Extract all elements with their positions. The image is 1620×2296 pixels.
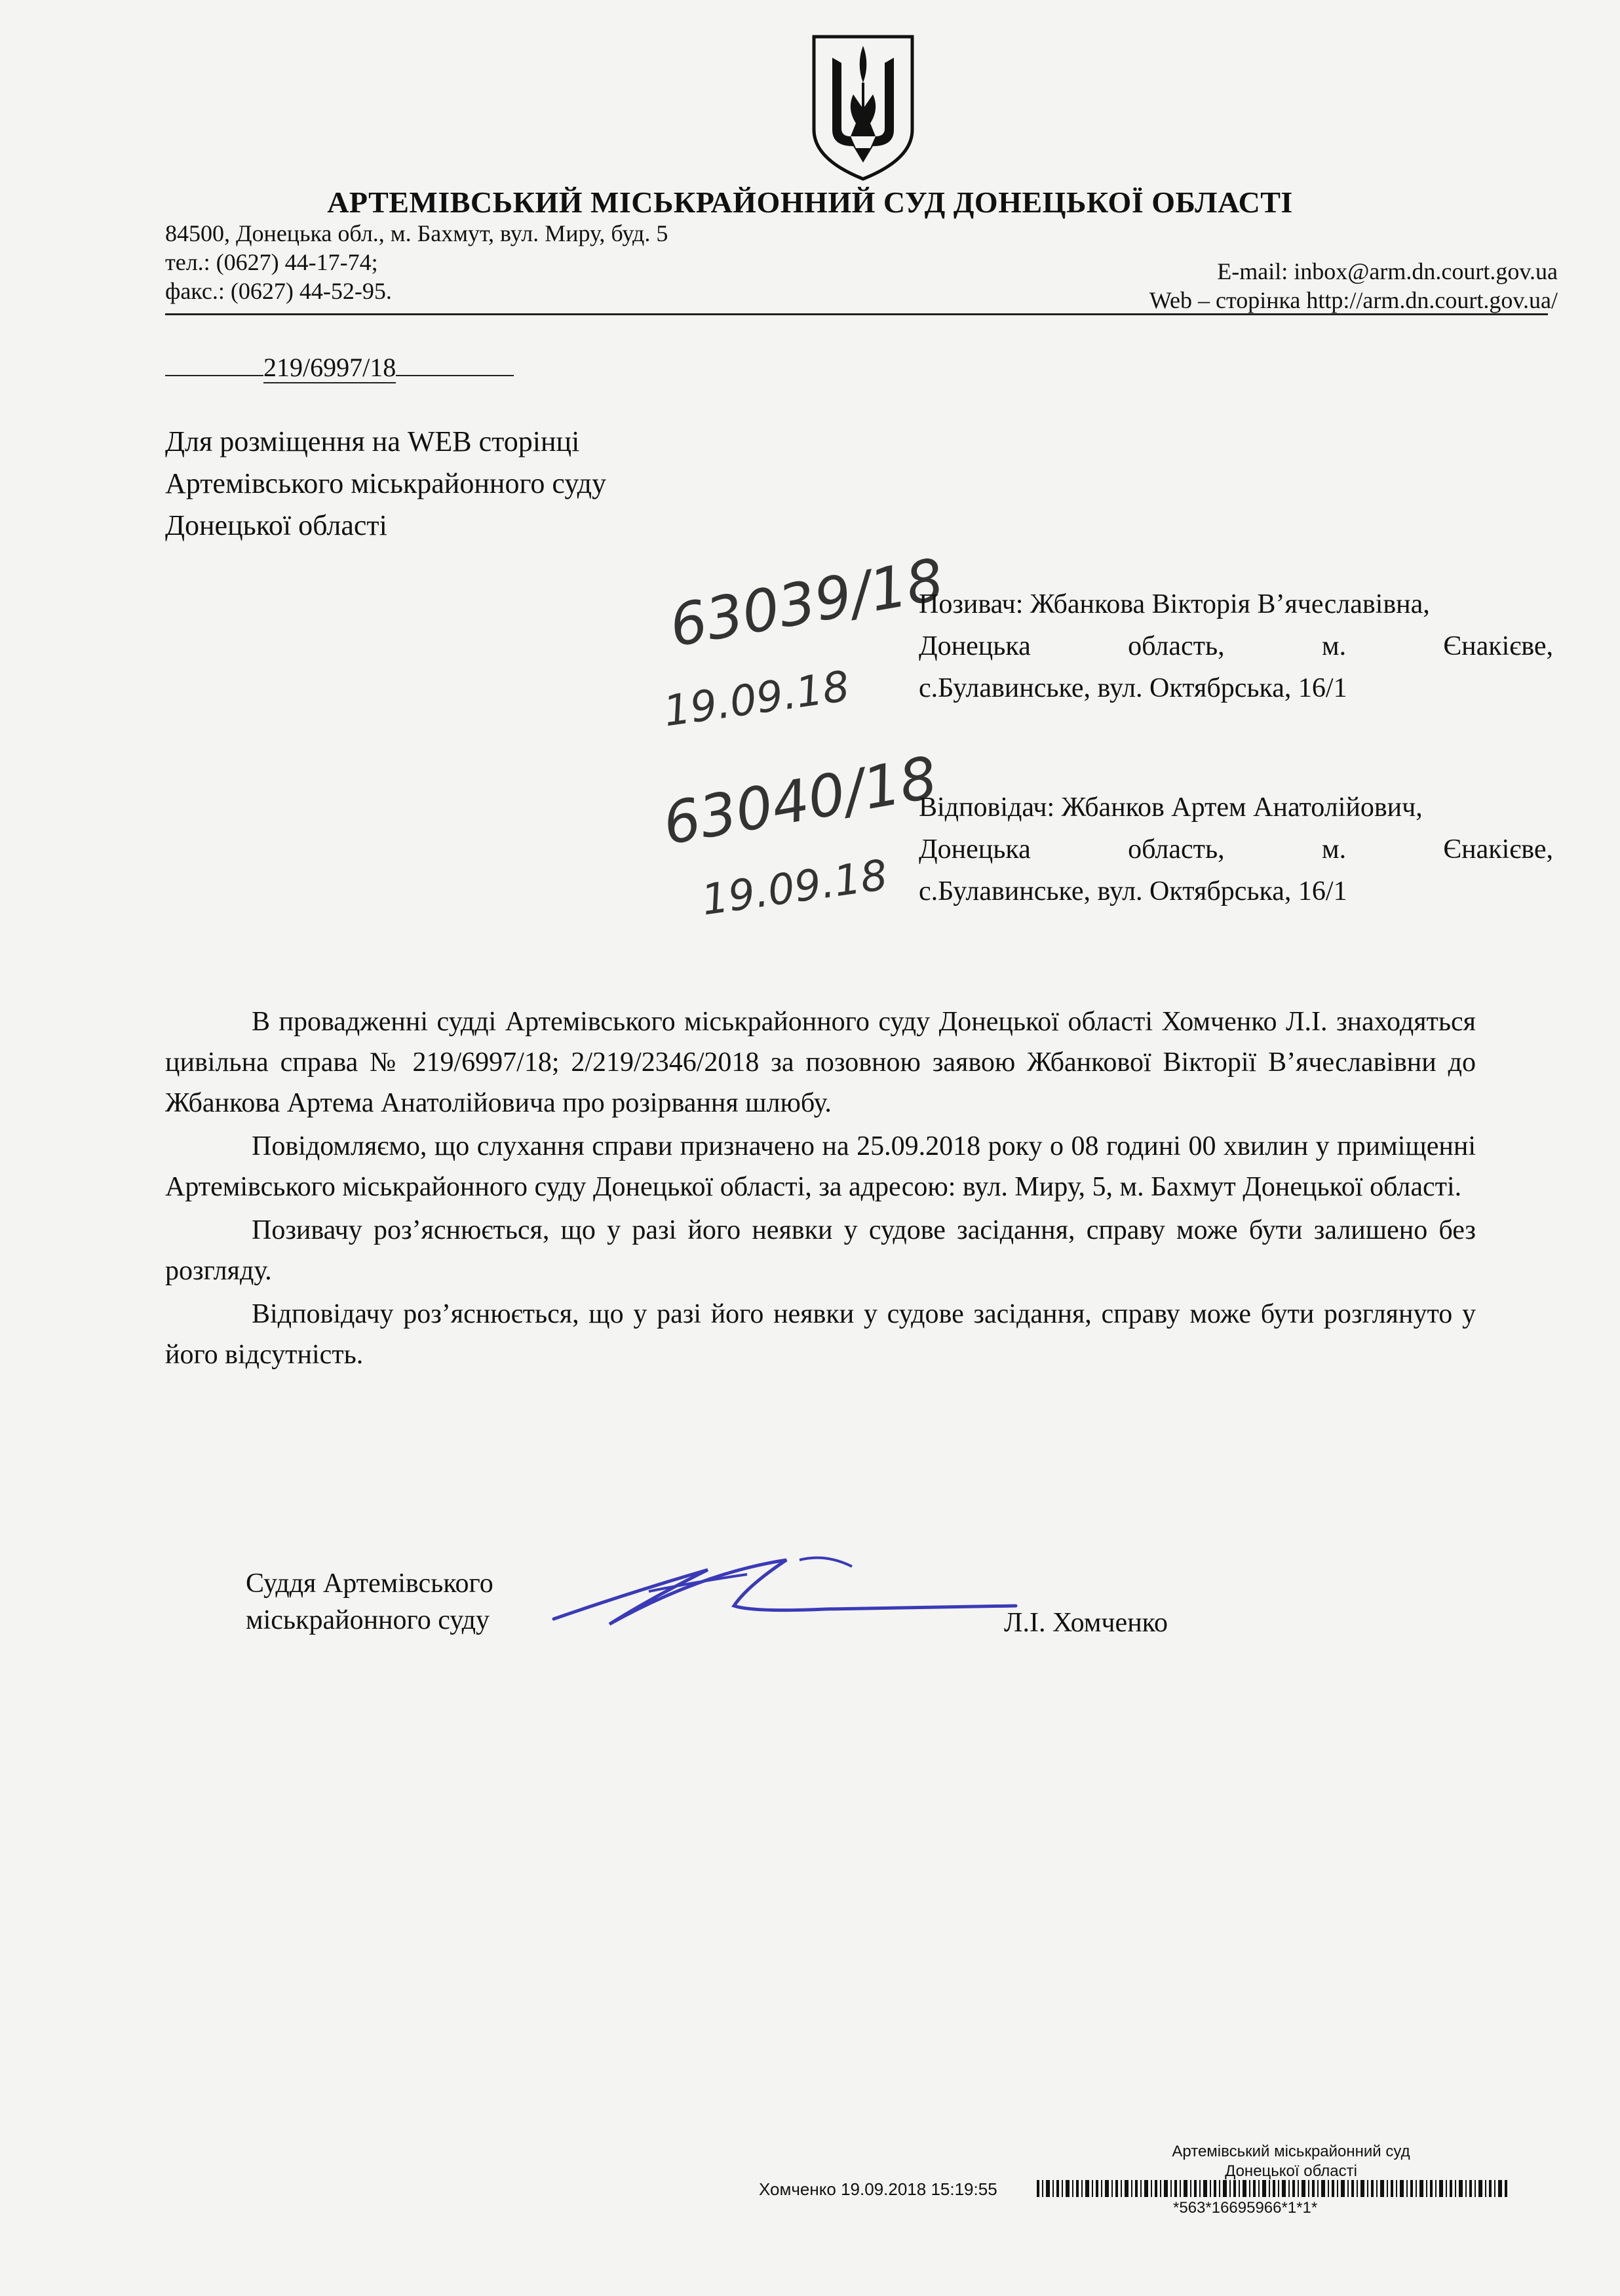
barcode [1037, 2180, 1509, 2197]
header-contacts [165, 219, 668, 305]
signer-name: Л.І. Хомченко [1004, 1608, 1168, 1638]
defendant-address: с.Булавинське, вул. Октябрська, 16/1 [919, 876, 1347, 906]
body-paragraph: В провадженні судді Артемівського міськрайонного суду Донецької області Хомченко Л.І. знаходяться цивільна справа № 219/6997/18; 2/219/2346/2018 за позовною заявою Жбанкової Вікторії В’ячеславівни до Жбанкова Артема Анатолійовича про розірвання шлюбу. [165, 1007, 1476, 1118]
court-name: АРТЕМІВСЬКИЙ МІСЬКРАЙОННИЙ СУД ДОНЕЦЬКОЇ ОБЛАСТІ [327, 185, 1293, 219]
signer-role: Суддя Артемівського міськрайонного суду [246, 1568, 493, 1635]
court-address: 84500, Донецька обл., м. Бахмут, вул. Миру, буд. 5 [165, 220, 668, 246]
plaintiff-block [919, 583, 1553, 709]
plaintiff-address: с.Булавинське, вул. Октябрська, 16/1 [919, 673, 1347, 703]
coat-of-arms-icon [807, 31, 919, 182]
handwritten-reg-number-1: 63039/18 [665, 545, 949, 660]
handwritten-date-2: 19.09.18 [699, 851, 891, 925]
stamp-court: Артемівський міськрайонний суд Донецької області [1172, 2143, 1410, 2180]
court-email: E-mail: inbox@arm.dn.court.gov.ua [1217, 258, 1558, 284]
handwritten-reg-number-2: 63040/18 [658, 743, 942, 858]
notice-body [165, 1002, 1476, 1378]
body-paragraph: Повідомляємо, що слухання справи призначено на 25.09.2018 року о 08 годині 00 хвилин у приміщенні Артемівського міськрайонного суду Донецької області, за адресою: вул. Миру, 5, м. Бахмут Донецької області. [165, 1131, 1476, 1202]
court-web: Web – сторінка http://arm.dn.court.gov.ua/ [1149, 287, 1558, 313]
stamp-code: *563*16695966*1*1* [1173, 2199, 1318, 2217]
header-divider [165, 313, 1548, 315]
court-phone: тел.: (0627) 44-17-74; [165, 249, 378, 275]
defendant-region: Донецька область, м. Єнакієве, [919, 834, 1554, 865]
placement-note: Для розміщення на WEB сторінці Артемівського міськрайонного суду Донецької області [165, 425, 606, 541]
court-fax: факс.: (0627) 44-52-95. [165, 278, 392, 304]
plaintiff-region: Донецька область, м. Єнакієве, [919, 631, 1554, 661]
signature-scribble [550, 1547, 1029, 1639]
case-number: 219/6997/18 [263, 353, 396, 382]
body-paragraph: Позивачу роз’яснюється, що у разі його неявки у судове засідання, справу може бути залишено без розгляду. [165, 1215, 1476, 1286]
body-paragraph: Відповідачу роз’яснюється, що у разі його неявки у судове засідання, справу може бути розглянуто у його відсутність. [165, 1299, 1476, 1370]
handwritten-date-1: 19.09.18 [661, 662, 853, 737]
plaintiff-name: Позивач: Жбанкова Вікторія В’ячеславівна, [919, 589, 1430, 619]
defendant-block [919, 787, 1553, 912]
defendant-name: Відповідач: Жбанков Артем Анатолійович, [919, 792, 1423, 823]
case-number-line [165, 351, 514, 383]
stamp-user-time: Хомченко 19.09.2018 15:19:55 [759, 2179, 997, 2199]
header-online [1149, 257, 1558, 315]
